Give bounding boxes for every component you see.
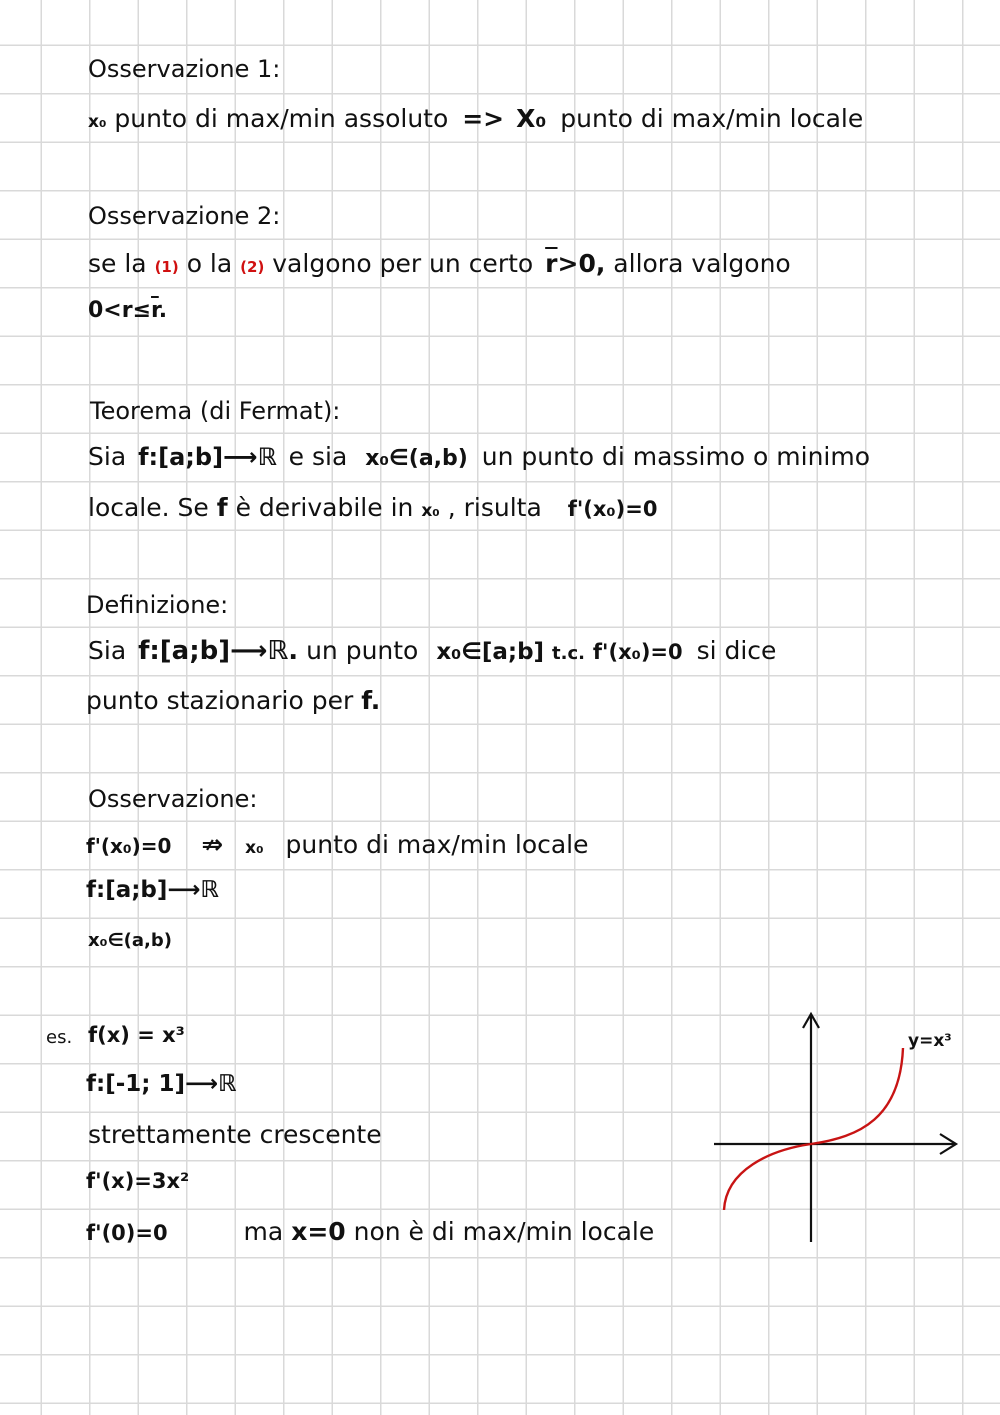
cubic-curve [724, 1048, 903, 1210]
dot: . [158, 298, 168, 323]
obs3-text: punto di max/min locale [285, 830, 589, 859]
obs1-text-b: punto di max/min locale [560, 104, 864, 133]
x0-in-interval: x₀∈[a;b] [436, 639, 545, 665]
f-symbol: f [216, 493, 228, 522]
obs1-text-a: punto di max/min assoluto [114, 104, 449, 133]
obs2-text: se la [88, 249, 147, 278]
example-line5 [86, 1219, 654, 1244]
inequality: 0<r≤ [88, 298, 152, 323]
def-text: un punto [306, 636, 419, 665]
def-line1 [88, 638, 776, 664]
obs2-text: allora valgono [613, 249, 791, 278]
derivative-zero: f'(x₀)=0 [592, 640, 683, 664]
r-bar: $\overline{r}$ [545, 249, 558, 278]
obs2-text: o la [186, 249, 233, 278]
fermat-text: , risulta [447, 493, 542, 522]
example-line4: f'(x)=3x² [86, 1169, 190, 1193]
ref-1: (1) [154, 258, 179, 276]
def-text: punto stazionario per [86, 686, 354, 715]
fermat-text: e sia [288, 442, 348, 471]
gt-zero: >0, [557, 249, 606, 278]
curve-label: y=x³ [908, 1031, 952, 1051]
r-bar: $\overline{r}$ [151, 298, 159, 323]
x0-symbol: x₀ [421, 501, 440, 521]
obs1-line [88, 106, 863, 131]
function-map: f:[a;b]⟶ℝ [138, 443, 277, 471]
def-title: Definizione: [86, 591, 229, 619]
not-implies-arrow: ⇏ [201, 830, 224, 860]
example-line1: f(x) = x³ [88, 1023, 185, 1047]
obs2-line2 [88, 300, 167, 322]
obs2-title: Osservazione 2: [88, 202, 281, 230]
x0-symbol: x₀ [88, 112, 107, 132]
obs2-text: valgono per un certo [272, 249, 534, 278]
derivative-zero: f'(x₀)=0 [567, 497, 658, 521]
def-text: si dice [696, 636, 777, 665]
implies-arrow: => [462, 104, 505, 133]
x-equals-zero: x=0 [291, 1217, 346, 1246]
example-text: ma [243, 1217, 284, 1246]
cubic-graph [700, 1000, 980, 1260]
x0-in-interval: x₀∈(a,b) [365, 446, 468, 471]
obs2-line1 [88, 251, 791, 276]
fermat-text: è derivabile in [235, 493, 414, 522]
def-line2 [86, 688, 380, 713]
obs3-line1 [86, 832, 589, 858]
example-text: non è di max/min locale [353, 1217, 655, 1246]
x0-symbol: X₀ [516, 104, 547, 133]
obs3-line3: x₀∈(a,b) [88, 930, 172, 951]
fermat-line1 [88, 444, 870, 470]
fermat-text: un punto di massimo o minimo [481, 442, 871, 471]
x0-symbol: x₀ [245, 838, 264, 858]
derivative-at-zero: f'(0)=0 [86, 1221, 168, 1245]
example-line2: f:[-1; 1]⟶ℝ [86, 1071, 237, 1097]
function-map: f:[a;b]⟶ℝ. [138, 636, 299, 666]
example-label: es. [46, 1027, 73, 1048]
f-symbol: f. [361, 686, 381, 715]
derivative-zero: f'(x₀)=0 [86, 834, 172, 858]
obs3-title: Osservazione: [88, 785, 258, 813]
obs3-line2: f:[a;b]⟶ℝ [86, 877, 219, 903]
fermat-text: locale. Se [88, 493, 209, 522]
fermat-line2 [88, 495, 657, 520]
fermat-text: Sia [88, 442, 127, 471]
example-line3: strettamente crescente [88, 1120, 382, 1149]
ref-2: (2) [240, 258, 265, 276]
fermat-title: Teorema (di Fermat): [90, 397, 341, 425]
obs1-title: Osservazione 1: [88, 55, 281, 83]
tc-label: t.c. [552, 643, 585, 664]
def-text: Sia [88, 636, 127, 665]
